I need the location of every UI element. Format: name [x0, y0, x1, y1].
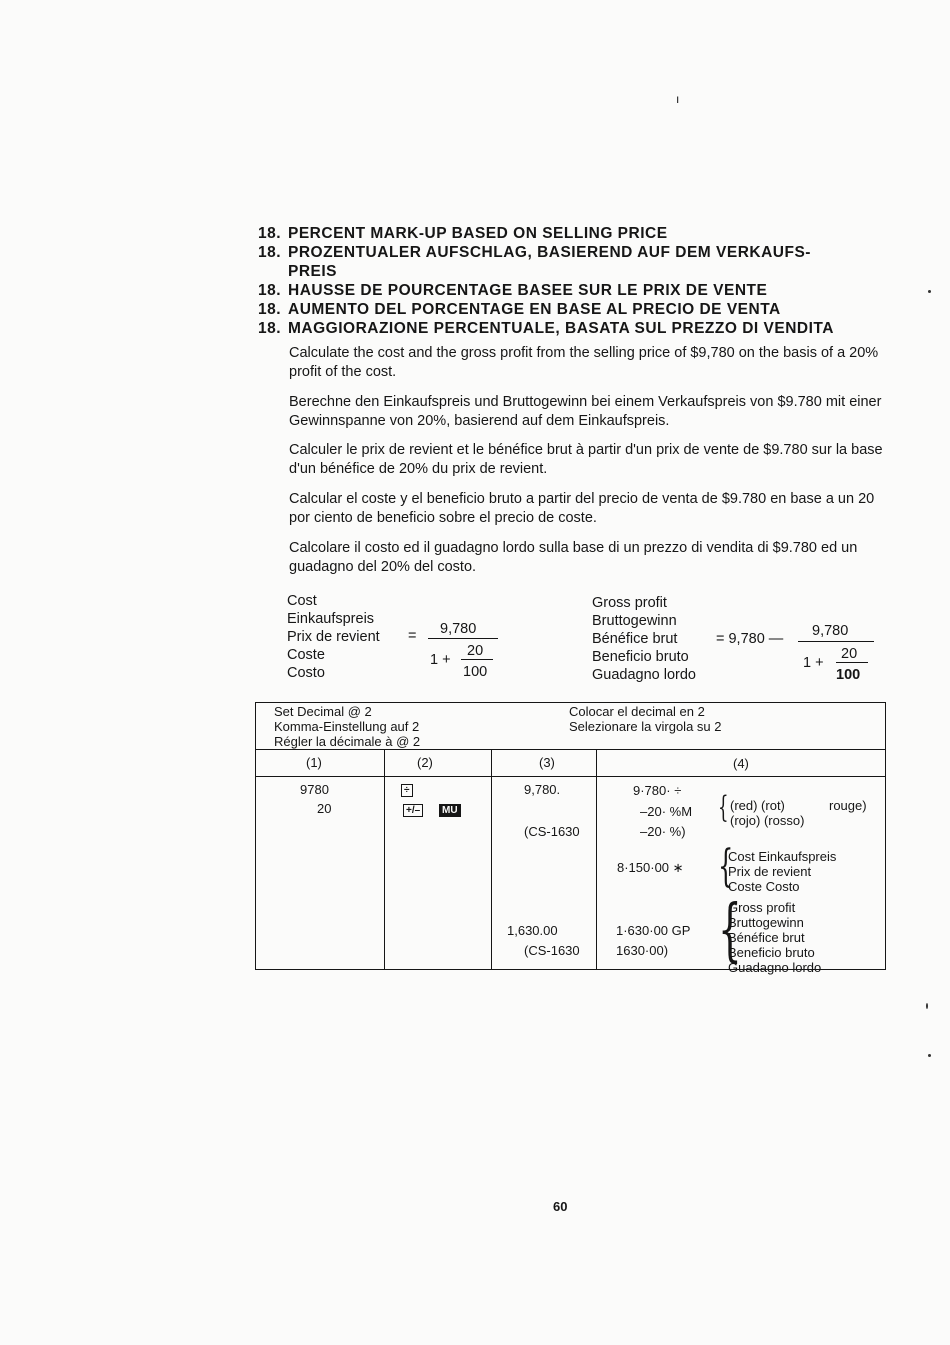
col-divider-3 [596, 749, 597, 969]
gross-lhs: = 9,780 — [716, 631, 784, 647]
calculator-table [255, 702, 886, 975]
heading-block [258, 224, 898, 338]
col-divider-2 [491, 749, 492, 969]
cost-inner-numerator: 20 [467, 643, 484, 659]
tape-line-1: 9·780· ÷ [633, 783, 682, 798]
tape-line-4: 8·150·00 ∗ [617, 860, 684, 875]
cost-note: Cost Einkaufspreis Prix de revient Coste Costo [728, 849, 837, 894]
display-model-2: (CS-1630 [524, 943, 580, 958]
brace-colors: { [718, 790, 729, 825]
cost-numerator: 9,780 [440, 621, 477, 637]
page-number: 60 [553, 1199, 568, 1214]
cost-labels: Cost Einkaufspreis Prix de revient Coste Costo [287, 593, 380, 681]
heading-de-cont: PREIS [288, 263, 338, 280]
heading-en: 18. PERCENT MARK-UP BASED ON SELLING PRICE [258, 225, 668, 242]
color-note: (red) (rot) (rojo) (rosso) [730, 798, 805, 828]
heading-fr: 18. HAUSSE DE POURCENTAGE BASEE SUR LE PRIX DE VENTE [258, 282, 768, 299]
scan-speck [926, 1003, 928, 1009]
gross-inner-denominator: 100 [836, 667, 861, 683]
display-1630: 1,630.00 [507, 923, 558, 938]
brace-gross: { [718, 891, 742, 970]
gross-one-plus: 1 + [803, 655, 824, 671]
col-header-4: (4) [733, 756, 749, 771]
scan-speck: ı [676, 92, 680, 106]
paragraph-es: Calcular el coste y el beneficio bruto a partir del precio de venta de $9.780 en base a un 20 por ciento de beneficio sobre el precio de coste. [289, 491, 875, 526]
paragraph-fr: Calculer le prix de revient et le bénéfice brut à partir d'un prix de vente de $9.780 sur la base d'un bénéfice de 20% du prix de revient. [289, 442, 883, 477]
gross-inner-numerator: 20 [841, 646, 858, 662]
heading-es: 18. AUMENTO DEL PORCENTAGE EN BASE AL PRECIO DE VENTA [258, 301, 781, 318]
header-top-rule [256, 749, 885, 750]
cost-one-plus: 1 + [430, 652, 451, 668]
heading-de: 18. PROZENTUALER AUFSCHLAG, BASIEREND AUF DEM VERKAUFS- [258, 244, 811, 261]
tape-line-6: 1630·00) [616, 943, 669, 958]
scan-speck [928, 290, 931, 293]
header-bottom-rule [256, 776, 885, 777]
change-sign-key: +/– [403, 801, 423, 817]
col-header-2: (2) [417, 755, 433, 770]
input-20: 20 [317, 801, 332, 816]
display-model-1: (CS-1630 [524, 824, 580, 839]
paragraph-de: Berechne den Einkaufspreis und Bruttogewinn bei einem Verkaufspreis von $9.780 mit einer Gewinnspanne von 20%, basierend auf dem Einkaufspreis. [289, 394, 882, 429]
paragraph-en: Calculate the cost and the gross profit from the selling price of $9,780 on the basis of a 20% profit of the cost. [289, 345, 879, 380]
divide-key: ÷ [401, 781, 413, 797]
tape-line-3: –20· %) [640, 824, 686, 839]
cost-inner-bar [461, 659, 493, 660]
col-header-3: (3) [539, 755, 555, 770]
cost-fraction-bar [428, 638, 498, 639]
color-note-fr: rouge) [829, 798, 867, 813]
cost-inner-denominator: 100 [463, 664, 488, 680]
display-9780: 9,780. [524, 782, 561, 797]
setup-left: Set Decimal @ 2 Komma-Einstellung auf 2 Régler la décimale à @ 2 [274, 704, 421, 749]
col-divider-1 [384, 749, 385, 969]
gross-numerator: 9,780 [812, 623, 849, 639]
heading-it: 18. MAGGIORAZIONE PERCENTUALE, BASATA SUL PREZZO DI VENDITA [258, 320, 834, 337]
markup-key: MU [439, 801, 461, 817]
gross-inner-bar [836, 662, 868, 663]
gross-note: Gross profit Bruttogewinn Bénéfice brut Beneficio bruto Guadagno lordo [728, 900, 822, 975]
gross-profit-labels: Gross profit Bruttogewinn Bénéfice brut Beneficio bruto Guadagno lordo [592, 595, 696, 683]
col-header-1: (1) [306, 755, 322, 770]
scan-speck [928, 1054, 931, 1057]
paragraph-it: Calcolare il costo ed il guadagno lordo sulla base di un prezzo di vendita di $9.780 ed un guadagno del 20% del costo. [289, 540, 858, 575]
tape-line-5: 1·630·00 GP [616, 923, 691, 938]
gross-fraction-bar [798, 641, 874, 642]
cost-equals: = [408, 628, 417, 644]
brace-cost: { [718, 841, 734, 892]
tape-line-2: –20· %M [640, 804, 693, 819]
input-9780: 9780 [300, 782, 329, 797]
setup-right: Colocar el decimal en 2 Selezionare la virgola su 2 [569, 704, 722, 734]
